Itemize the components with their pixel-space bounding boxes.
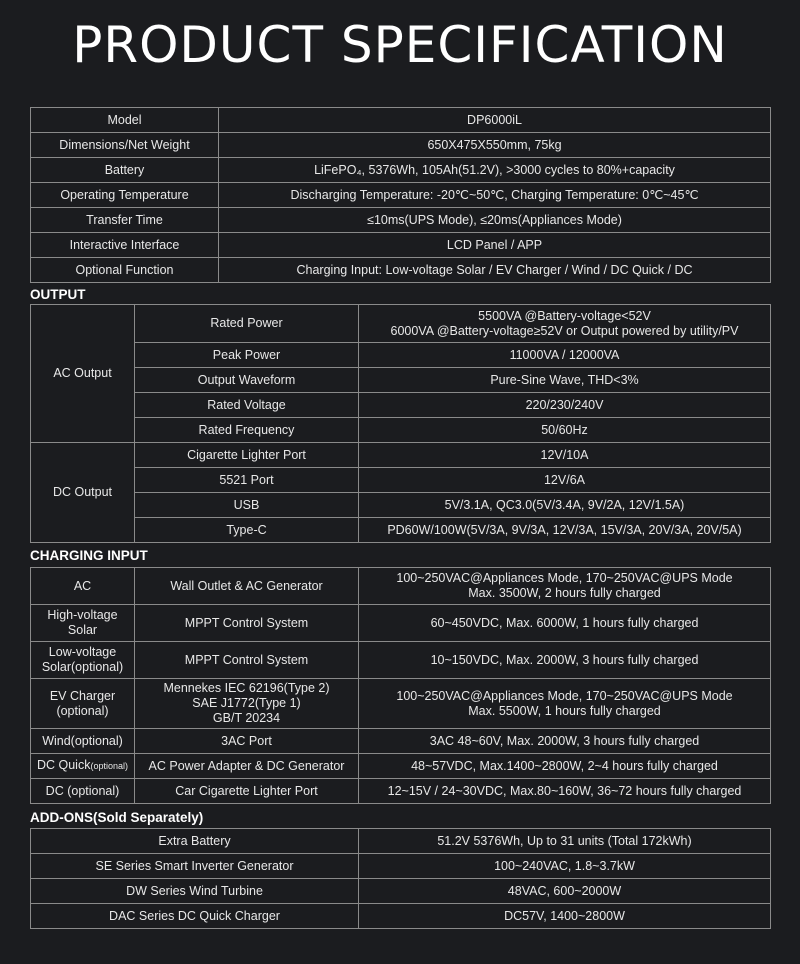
- spec-value-line: 5500VA @Battery-voltage<52V: [478, 308, 651, 323]
- output-row: [31, 393, 771, 418]
- charging-row-wind: [31, 729, 771, 754]
- output-row: [31, 418, 771, 443]
- spec-value: Discharging Temperature: -20℃~50℃, Charging Temperature: 0℃~45℃: [219, 183, 771, 208]
- charging-spec: [359, 679, 771, 729]
- spec-value: [359, 305, 771, 343]
- addon-row: [31, 854, 771, 879]
- charging-source-line: Mennekes IEC 62196(Type 2): [163, 681, 330, 695]
- output-row: [31, 518, 771, 543]
- charging-type-line: Low-voltage: [48, 645, 117, 659]
- output-row: [31, 305, 771, 343]
- spec-value-line: 6000VA @Battery-voltage≥52V or Output powered by utility/PV: [390, 323, 739, 338]
- spec-row-interface: [31, 233, 771, 258]
- page-title: PRODUCT SPECIFICATION: [72, 16, 728, 74]
- spec-value: LCD Panel / APP: [219, 233, 771, 258]
- spec-row-transfer-time: [31, 208, 771, 233]
- spec-row-dimensions: [31, 133, 771, 158]
- charging-input-body: [31, 568, 771, 804]
- output-row: [31, 368, 771, 393]
- charging-type: [31, 642, 135, 679]
- charging-type: AC: [31, 568, 135, 605]
- addon-row: [31, 879, 771, 904]
- charging-source-line: GB/T 20234: [212, 711, 281, 725]
- spec-label: Rated Power: [135, 305, 359, 343]
- addons-body: [31, 829, 771, 929]
- spec-value: Pure-Sine Wave, THD<3%: [359, 368, 771, 393]
- spec-label: Transfer Time: [31, 208, 219, 233]
- addons-table: [30, 828, 771, 929]
- output-table: [30, 304, 771, 543]
- addon-value: DC57V, 1400~2800W: [359, 904, 771, 929]
- spec-label: USB: [135, 493, 359, 518]
- charging-type-main: DC Quick: [36, 758, 91, 772]
- charging-type: [31, 754, 135, 779]
- section-heading-addons: ADD-ONS(Sold Separately): [30, 810, 204, 825]
- addon-value: 51.2V 5376Wh, Up to 31 units (Total 172kWh): [359, 829, 771, 854]
- spec-row-optional-function: [31, 258, 771, 283]
- charging-source: 3AC Port: [135, 729, 359, 754]
- charging-spec: 48~57VDC, Max.1400~2800W, 2~4 hours fully charged: [359, 754, 771, 779]
- spec-label: Interactive Interface: [31, 233, 219, 258]
- spec-label: Dimensions/Net Weight: [31, 133, 219, 158]
- spec-label: 5521 Port: [135, 468, 359, 493]
- charging-row-dc-quick: [31, 754, 771, 779]
- group-label-ac-output: AC Output: [31, 305, 135, 443]
- charging-type-line: Solar: [67, 623, 98, 637]
- spec-label: Operating Temperature: [31, 183, 219, 208]
- charging-spec: [359, 568, 771, 605]
- group-label-dc-output: DC Output: [31, 443, 135, 543]
- charging-type-line: Solar(optional): [41, 660, 124, 674]
- spec-value: 12V/10A: [359, 443, 771, 468]
- charging-type-note: (optional): [90, 761, 128, 771]
- section-heading-charging-input: CHARGING INPUT: [30, 548, 148, 563]
- spec-value: 650X475X550mm, 75kg: [219, 133, 771, 158]
- spec-label: Battery: [31, 158, 219, 183]
- output-body: [31, 305, 771, 543]
- spec-value: 11000VA / 12000VA: [359, 343, 771, 368]
- charging-spec-line: Max. 3500W, 2 hours fully charged: [468, 586, 661, 600]
- charging-source: MPPT Control System: [135, 605, 359, 642]
- charging-row-ac: [31, 568, 771, 605]
- addon-label: Extra Battery: [31, 829, 359, 854]
- spec-label: Rated Frequency: [135, 418, 359, 443]
- charging-type: Wind(optional): [31, 729, 135, 754]
- charging-row-ev-charger: [31, 679, 771, 729]
- charging-type: DC (optional): [31, 779, 135, 804]
- spec-row-battery: [31, 158, 771, 183]
- spec-value: LiFePO₄, 5376Wh, 105Ah(51.2V), >3000 cycles to 80%+capacity: [219, 158, 771, 183]
- charging-spec-line: 100~250VAC@Appliances Mode, 170~250VAC@UPS Mode: [396, 571, 733, 585]
- charging-row-dc: [31, 779, 771, 804]
- charging-type-line: (optional): [56, 703, 109, 718]
- spec-value: 5V/3.1A, QC3.0(5V/3.4A, 9V/2A, 12V/1.5A): [359, 493, 771, 518]
- output-row: [31, 493, 771, 518]
- spec-row-model: [31, 108, 771, 133]
- addon-row: [31, 904, 771, 929]
- spec-label: Type-C: [135, 518, 359, 543]
- output-row: [31, 443, 771, 468]
- charging-spec-line: Max. 5500W, 1 hours fully charged: [468, 703, 661, 718]
- charging-type-line: EV Charger: [49, 688, 116, 703]
- addon-label: DW Series Wind Turbine: [31, 879, 359, 904]
- charging-spec-line: 100~250VAC@Appliances Mode, 170~250VAC@UPS Mode: [396, 688, 733, 703]
- charging-input-table: [30, 567, 771, 804]
- charging-source: AC Power Adapter & DC Generator: [135, 754, 359, 779]
- addon-value: 48VAC, 600~2000W: [359, 879, 771, 904]
- charging-row-high-voltage-solar: [31, 605, 771, 642]
- spec-label: Model: [31, 108, 219, 133]
- addon-label: DAC Series DC Quick Charger: [31, 904, 359, 929]
- charging-source-line: SAE J1772(Type 1): [192, 696, 301, 710]
- spec-value: ≤10ms(UPS Mode), ≤20ms(Appliances Mode): [219, 208, 771, 233]
- spec-value: Charging Input: Low-voltage Solar / EV Charger / Wind / DC Quick / DC: [219, 258, 771, 283]
- charging-type: [31, 679, 135, 729]
- charging-row-low-voltage-solar: [31, 642, 771, 679]
- spec-label: Cigarette Lighter Port: [135, 443, 359, 468]
- spec-label: Rated Voltage: [135, 393, 359, 418]
- charging-type: [31, 605, 135, 642]
- charging-source: [135, 679, 359, 729]
- section-heading-output: OUTPUT: [30, 287, 86, 302]
- spec-value: 12V/6A: [359, 468, 771, 493]
- spec-value: DP6000iL: [219, 108, 771, 133]
- spec-label: Optional Function: [31, 258, 219, 283]
- spec-value: 220/230/240V: [359, 393, 771, 418]
- charging-spec: 10~150VDC, Max. 2000W, 3 hours fully charged: [359, 642, 771, 679]
- spec-row-temperature: [31, 183, 771, 208]
- charging-source: MPPT Control System: [135, 642, 359, 679]
- charging-spec: 60~450VDC, Max. 6000W, 1 hours fully charged: [359, 605, 771, 642]
- charging-type-line: High-voltage: [47, 608, 118, 622]
- general-spec-body: [31, 108, 771, 283]
- charging-source: Car Cigarette Lighter Port: [135, 779, 359, 804]
- output-row: [31, 343, 771, 368]
- addon-value: 100~240VAC, 1.8~3.7kW: [359, 854, 771, 879]
- charging-spec: 12~15V / 24~30VDC, Max.80~160W, 36~72 hours fully charged: [359, 779, 771, 804]
- spec-label: Output Waveform: [135, 368, 359, 393]
- spec-value: PD60W/100W(5V/3A, 9V/3A, 12V/3A, 15V/3A, 20V/3A, 20V/5A): [359, 518, 771, 543]
- spec-label: Peak Power: [135, 343, 359, 368]
- spec-value: 50/60Hz: [359, 418, 771, 443]
- charging-spec: 3AC 48~60V, Max. 2000W, 3 hours fully charged: [359, 729, 771, 754]
- addon-row: [31, 829, 771, 854]
- addon-label: SE Series Smart Inverter Generator: [31, 854, 359, 879]
- general-spec-table: [30, 107, 771, 283]
- charging-source: Wall Outlet & AC Generator: [135, 568, 359, 605]
- output-row: [31, 468, 771, 493]
